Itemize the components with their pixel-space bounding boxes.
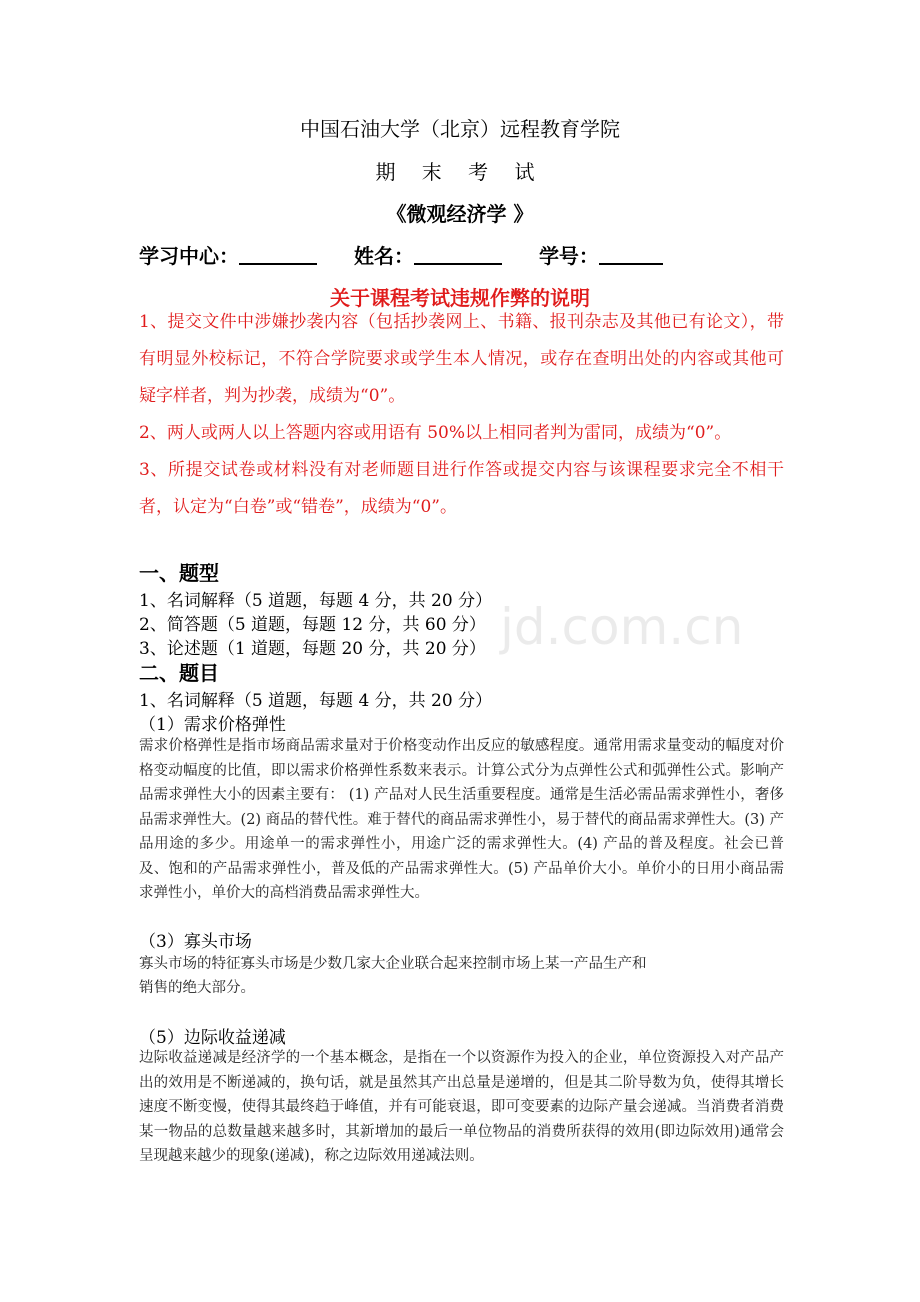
answer-paragraph: 边际收益递减是经济学的一个基本概念，是指在一个以资源作为投入的企业，单位资源投入对产品产出的效用是不断递减的，换句话，就是虽然其产出总量是递增的，但是其二阶导数为负，使得其增长速度不断变慢，使得其最终趋于峰值，并有可能衰退，即可变要素的边际产量会递减。当消费者消费某一物品的总数量越来越多时，其新增加的最后一单位物品的消费所获得的效用(即边际效用)通常会呈现越来越少的现象(递减)，称之边际效用递减法则。 <box>139 1050 784 1164</box>
student-id-field <box>539 240 663 269</box>
answer-line: 寡头市场的特征寡头市场是少数几家大企业联合起来控制市场上某一产品生产和 <box>139 956 647 972</box>
student-id-label: 学号： <box>538 244 599 268</box>
question-type-item: 1、名词解释（5 道题，每题 4 分，共 20 分） <box>139 591 493 611</box>
answer-line: 销售的绝大部分。 <box>139 980 255 996</box>
student-id-blank <box>599 243 663 265</box>
section-heading: 二、题目 <box>139 661 219 685</box>
name-field <box>354 240 502 269</box>
notice-item: 3、所提交试卷或材料没有对老师题目进行作答或提交内容与该课程要求完全不相干者，认定为“白卷”或“错卷”，成绩为“0”。 <box>139 460 784 517</box>
question-type-item: 3、论述题（1 道题，每题 20 分，共 20 分） <box>139 639 486 659</box>
question-title: （1）需求价格弹性 <box>139 715 286 735</box>
question-title: （3）寡头市场 <box>139 932 252 952</box>
student-info-row <box>139 240 693 269</box>
question-title: （5）边际收益递减 <box>139 1028 286 1048</box>
learning-center-label: 学习中心： <box>139 244 239 268</box>
learning-center-field <box>139 240 317 269</box>
notice-item: 1、提交文件中涉嫌抄袭内容（包括抄袭网上、书籍、报刊杂志及其他已有论文），带有明显外校标记，不符合学院要求或学生本人情况，或存在查明出处的内容或其他可疑字样者，判为抄袭，成绩为“0”。 <box>139 312 784 406</box>
notice-title: 关于课程考试违规作弊的说明 <box>330 286 590 310</box>
answer-paragraph: 需求价格弹性是指市场商品需求量对于价格变动作出反应的敏感程度。通常用需求量变动的幅度对价格变动幅度的比值，即以需求价格弹性系数来表示。计算公式分为点弹性公式和弧弹性公式。影响产品需求弹性大小的因素主要有： (1) 产品对人民生活重要程度。通常是生活必需品需求弹性小，奢侈品需求弹性大。(2) 商品的替代性。难于替代的商品需求弹性小，易于替代的商品需求弹性大。(3) 产品用途的多少。用途单一的需求弹性小，用途广泛的需求弹性大。(4) 产品的普及程度。社会已普及、饱和的产品需求弹性小，普及低的产品需求弹性大。(5) 产品单价大小。单价小的日用小商品需求弹性小，单价大的高档消费品需求弹性大。 <box>139 738 784 901</box>
name-label: 姓名： <box>353 244 414 268</box>
section-subtitle: 1、名词解释（5 道题，每题 4 分，共 20 分） <box>139 691 493 711</box>
notice-list <box>139 304 784 526</box>
exam-title: 期 末 考 试 <box>375 160 545 184</box>
watermark: jd.com.cn <box>500 598 744 656</box>
notice-item: 2、两人或两人以上答题内容或用语有 50%以上相同者判为雷同，成绩为“0”。 <box>139 423 732 443</box>
question-type-item: 2、简答题（5 道题，每题 12 分，共 60 分） <box>139 615 486 635</box>
learning-center-blank <box>239 243 317 265</box>
course-title: 《微观经济学 》 <box>386 202 534 226</box>
section-heading: 一、题型 <box>139 561 219 585</box>
name-blank <box>414 243 502 265</box>
school-title: 中国石油大学（北京）远程教育学院 <box>300 117 620 141</box>
